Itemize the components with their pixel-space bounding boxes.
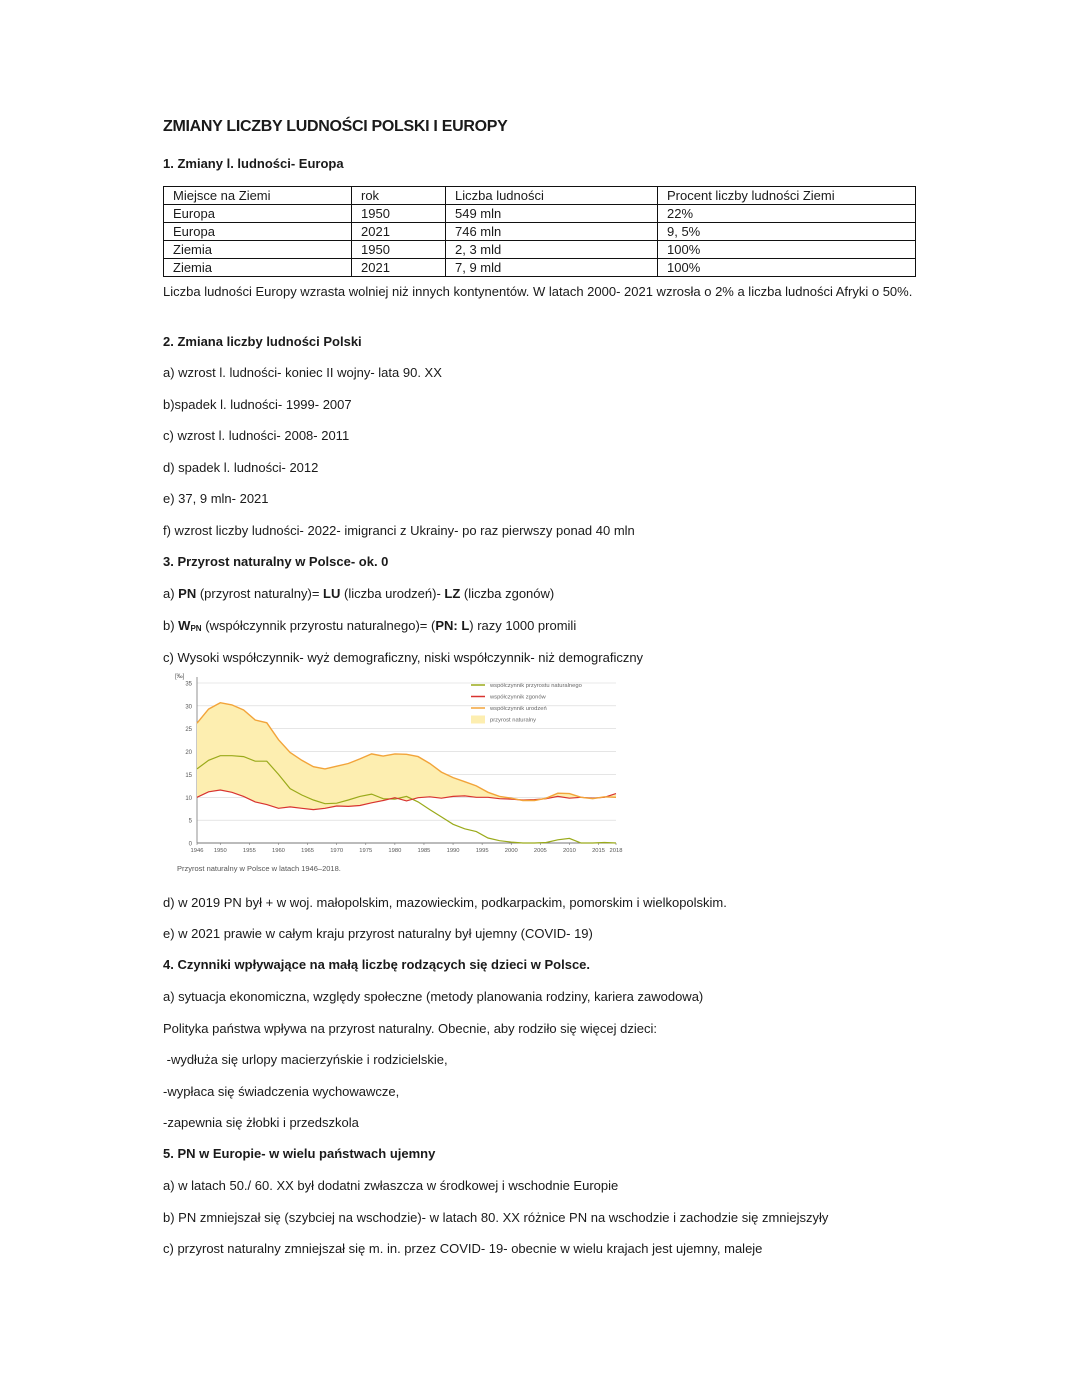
list-item: a) wzrost l. ludności- koniec II wojny- lata 90. XX	[163, 365, 442, 380]
y-axis-label: [‰]	[175, 674, 185, 680]
term-pn: PN	[178, 586, 197, 601]
formula-pn	[163, 585, 554, 603]
x-tick-label: 1990	[446, 848, 460, 854]
section-1-note: Liczba ludności Europy wzrasta wolniej niż innych kontynentów. W latach 2000- 2021 wzrosła o 2% a liczba ludności Afryki o 50%.	[163, 284, 913, 299]
x-tick-label: 1960	[272, 848, 285, 854]
table-cell: 9, 5%	[658, 223, 916, 241]
table-cell: 2021	[352, 259, 446, 277]
table-cell: Europa	[164, 223, 352, 241]
text: (współczynnik przyrostu naturalnego)= (	[201, 618, 436, 633]
list-item: -zapewnia się żłobki i przedszkola	[163, 1115, 359, 1130]
x-tick-label: 2005	[533, 848, 547, 854]
list-item: a) w latach 50./ 60. XX był dodatni zwłaszcza w środkowej i wschodnie Europie	[163, 1178, 619, 1193]
table-cell: Ziemia	[164, 241, 352, 259]
list-item: a) sytuacja ekonomiczna, względy społeczne (metody planowania rodziny, kariera zawodowa)	[163, 989, 704, 1004]
x-tick-label: 1970	[330, 848, 344, 854]
list-item: e) w 2021 prawie w całym kraju przyrost naturalny był ujemny (COVID- 19)	[163, 926, 593, 941]
section-2-heading: 2. Zmiana liczby ludności Polski	[163, 334, 362, 349]
table-cell: 100%	[658, 259, 916, 277]
table-cell: Europa	[164, 205, 352, 223]
formula-wpn	[163, 617, 576, 638]
table-row	[164, 205, 916, 223]
legend-swatch	[471, 716, 485, 724]
page-title: ZMIANY LICZBY LUDNOŚCI POLSKI I EUROPY	[163, 118, 508, 135]
section-4-heading: 4. Czynniki wpływające na małą liczbę rodzących się dzieci w Polsce.	[163, 957, 591, 972]
policy-text: Polityka państwa wpływa na przyrost naturalny. Obecnie, aby rodziło się więcej dzieci:	[163, 1021, 657, 1036]
list-item: c) przyrost naturalny zmniejszał się m. in. przez COVID- 19- obecnie w wielu krajach jest ujemny, maleje	[163, 1241, 763, 1256]
x-tick-label: 1965	[301, 848, 315, 854]
chart-caption: Przyrost naturalny w Polsce w latach 1946–2018.	[177, 864, 341, 873]
legend-label: współczynnik zgonów	[490, 694, 546, 701]
x-tick-label: 1950	[213, 848, 227, 854]
table-cell: 7, 9 mld	[446, 259, 658, 277]
y-tick-label: 30	[185, 704, 192, 711]
list-item: b) PN zmniejszał się (szybciej na wschodzie)- w latach 80. XX różnice PN na wschodzie i zachodzie się zmniejszyły	[163, 1210, 829, 1225]
table-cell: 549 mln	[446, 205, 658, 223]
table-cell: 2021	[352, 223, 446, 241]
table-cell: 22%	[658, 205, 916, 223]
list-item: -wydłuża się urlopy macierzyńskie i rodzicielskie,	[163, 1052, 448, 1067]
y-tick-label: 10	[185, 795, 192, 802]
table-row	[164, 223, 916, 241]
term-w: W	[178, 618, 191, 633]
section-3-heading: 3. Przyrost naturalny w Polsce- ok. 0	[163, 554, 389, 569]
list-item: e) 37, 9 mln- 2021	[163, 491, 269, 506]
x-tick-label: 2010	[562, 848, 576, 854]
y-tick-label: 35	[185, 681, 192, 688]
text: a)	[163, 586, 179, 601]
table-header-cell: Miejsce na Ziemi	[164, 187, 352, 205]
x-tick-label: 1985	[417, 848, 431, 854]
list-item: d) w 2019 PN był + w woj. małopolskim, mazowieckim, podkarpackim, pomorskim i wielkopolskim.	[163, 895, 727, 910]
y-tick-label: 15	[185, 772, 192, 779]
y-tick-label: 25	[185, 727, 192, 734]
y-tick-label: 5	[188, 818, 192, 825]
table-cell: 1950	[352, 205, 446, 223]
table-cell: 1950	[352, 241, 446, 259]
list-item: -wypłaca się świadczenia wychowawcze,	[163, 1084, 400, 1099]
term-pn-l: PN: L	[435, 618, 470, 633]
list-item: c) wzrost l. ludności- 2008- 2011	[163, 428, 350, 443]
table-row	[164, 241, 916, 259]
x-tick-label: 1995	[475, 848, 489, 854]
x-tick-label: 2000	[504, 848, 518, 854]
text: (liczba zgonów)	[460, 586, 555, 601]
x-tick-label: 1980	[388, 848, 402, 854]
table-header-cell: rok	[352, 187, 446, 205]
legend-label: współczynnik urodzeń	[490, 706, 547, 712]
natural-increase-area	[197, 703, 616, 810]
text: b)	[163, 618, 179, 633]
table-cell: Ziemia	[164, 259, 352, 277]
term-lu: LU	[323, 586, 341, 601]
x-tick-label: 2018	[609, 848, 623, 854]
table-row	[164, 259, 916, 277]
legend-label: przyrost naturalny	[490, 717, 537, 724]
text: (przyrost naturalny)=	[196, 586, 324, 601]
list-item: b)spadek l. ludności- 1999- 2007	[163, 397, 352, 412]
table-header-cell: Liczba ludności	[446, 187, 658, 205]
text: ) razy 1000 promili	[469, 618, 577, 633]
x-tick-label: 1955	[242, 848, 256, 854]
x-tick-label: 2015	[592, 848, 605, 854]
table-header-row	[164, 187, 916, 205]
y-tick-label: 0	[188, 841, 192, 848]
section-1-heading: 1. Zmiany l. ludności- Europa	[163, 156, 344, 171]
population-table	[163, 186, 916, 277]
list-item: f) wzrost liczby ludności- 2022- imigranci z Ukrainy- po raz pierwszy ponad 40 mln	[163, 523, 635, 538]
x-tick-label: 1946	[190, 848, 204, 854]
table-cell: 2, 3 mld	[446, 241, 658, 259]
list-item: d) spadek l. ludności- 2012	[163, 460, 319, 475]
legend-label: współczynnik przyrostu naturalnego	[490, 683, 582, 689]
term-lz: LZ	[444, 586, 461, 601]
natural-increase-chart	[171, 671, 633, 875]
x-tick-label: 1975	[359, 848, 373, 854]
table-cell: 746 mln	[446, 223, 658, 241]
table-header-cell: Procent liczby ludności Ziemi	[658, 187, 916, 205]
subscript-pn: PN	[190, 624, 202, 633]
table-cell: 100%	[658, 241, 916, 259]
y-tick-label: 20	[185, 750, 192, 757]
section-5-heading: 5. PN w Europie- w wielu państwach ujemny	[163, 1146, 436, 1161]
text: (liczba urodzeń)-	[340, 586, 445, 601]
list-item: c) Wysoki współczynnik- wyż demograficzny, niski współczynnik- niż demograficzny	[163, 650, 644, 665]
